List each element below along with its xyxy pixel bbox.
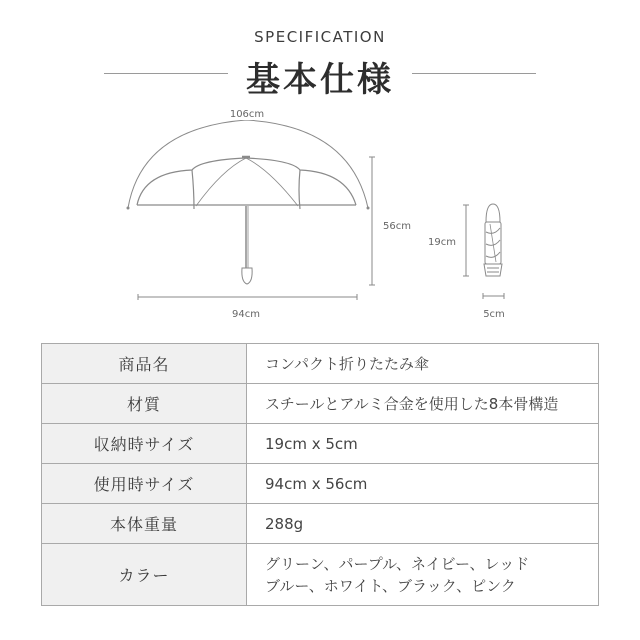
table-row — [42, 424, 599, 464]
folded-height-label: 19cm — [428, 237, 456, 248]
spec-subtitle: SPECIFICATION — [254, 28, 386, 46]
row-label-folded-size: 収納時サイズ — [42, 424, 247, 464]
color-options-line-2: ブルー、ホワイト、ブラック、ピンク — [265, 576, 516, 595]
row-label-open-size: 使用時サイズ — [42, 464, 247, 504]
row-label-color: カラー — [42, 544, 247, 606]
table-row — [42, 544, 599, 606]
arc-end-right — [367, 207, 370, 210]
row-value-weight: 288g — [247, 504, 599, 544]
folded-width-label: 5cm — [483, 309, 505, 320]
height-label: 56cm — [383, 221, 411, 232]
row-label-product-name: 商品名 — [42, 344, 247, 384]
row-value-open-size: 94cm x 56cm — [247, 464, 599, 504]
arc-label: 106cm — [229, 109, 265, 120]
table-row — [42, 344, 599, 384]
row-value-material: スチールとアルミ合金を使用した8本骨構造 — [247, 384, 599, 424]
arc-dimension-line — [128, 120, 368, 208]
table-row — [42, 384, 599, 424]
row-value-product-name: コンパクト折りたたみ傘 — [247, 344, 599, 384]
row-label-weight: 本体重量 — [42, 504, 247, 544]
page-title: 基本仕様 — [246, 60, 394, 100]
table-row — [42, 504, 599, 544]
row-label-material: 材質 — [42, 384, 247, 424]
color-options-line-1: グリーン、パープル、ネイビー、レッド — [265, 554, 530, 573]
width-label: 94cm — [232, 309, 260, 320]
arc-end-left — [127, 207, 130, 210]
row-value-color — [247, 544, 599, 606]
spec-table — [41, 343, 599, 606]
folded-umbrella-icon — [484, 204, 502, 276]
open-umbrella-icon — [137, 157, 356, 284]
row-value-folded-size: 19cm x 5cm — [247, 424, 599, 464]
table-row — [42, 464, 599, 504]
